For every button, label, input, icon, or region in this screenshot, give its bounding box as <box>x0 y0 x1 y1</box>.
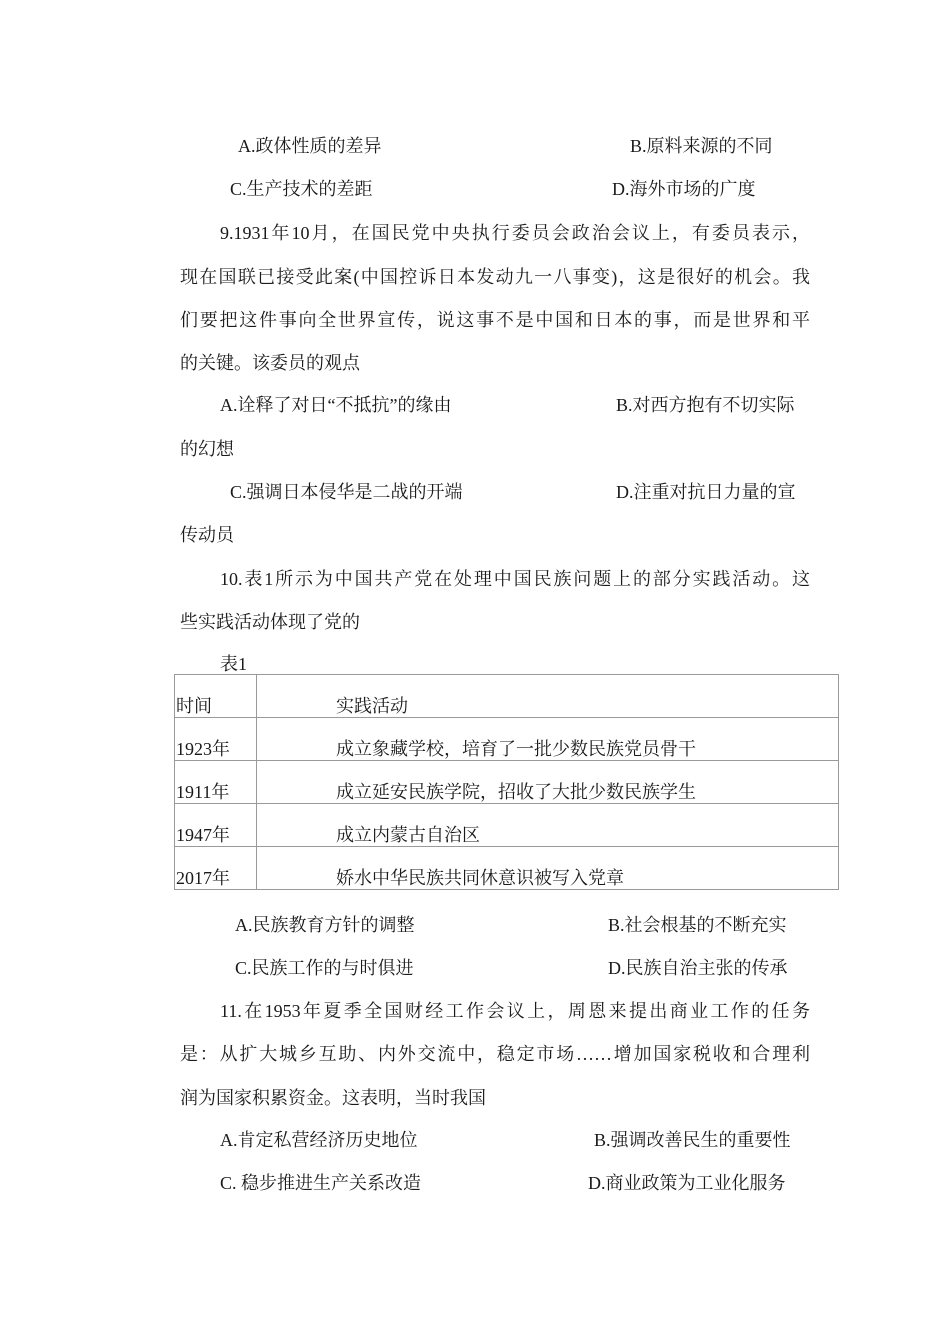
table-cell-year: 1947年 <box>175 804 257 847</box>
q9-stem-line-1: 9.1931年10月，在国民党中央执行委员会政治会议上，有委员表示， <box>220 223 810 243</box>
table-cell-year: 1911年 <box>175 761 257 804</box>
table-cell-year: 1923年 <box>175 718 257 761</box>
q11-option-d: D.商业政策为工业化服务 <box>588 1173 786 1193</box>
q11-stem-line-1: 11.在1953年夏季全国财经工作会议上，周恩来提出商业工作的任务 <box>220 1001 810 1021</box>
table-cell-activity: 娇水中华民族共同休意识被写入党章 <box>257 847 839 890</box>
table-row <box>175 761 839 804</box>
q9-stem-line-2: 现在国联已接受此案(中国控诉日本发动九一八事变)，这是很好的机会。我 <box>180 267 810 287</box>
q10-option-d: D.民族自治主张的传承 <box>608 958 788 978</box>
q9-option-a: A.诠释了对日“不抵抗”的缘由 <box>220 395 452 415</box>
table-header-row <box>175 675 839 718</box>
practice-table <box>174 674 839 890</box>
q9-option-b: B.对西方抱有不切实际 <box>616 395 795 415</box>
q10-stem-line-1: 10.表1所示为中国共产党在处理中国民族问题上的部分实践活动。这 <box>220 569 810 589</box>
table-row <box>175 804 839 847</box>
table-row <box>175 718 839 761</box>
table-caption: 表1 <box>220 654 247 674</box>
table-row <box>175 847 839 890</box>
q10-option-b: B.社会根基的不断充实 <box>608 915 787 935</box>
q9-stem-line-3: 们要把这件事向全世界宣传，说这事不是中国和日本的事，而是世界和平 <box>180 310 810 330</box>
q11-option-b: B.强调改善民生的重要性 <box>594 1130 791 1150</box>
q10-option-c: C.民族工作的与时俱进 <box>235 958 414 978</box>
q9-option-c: C.强调日本侵华是二战的开端 <box>230 482 463 502</box>
q9-option-b-continued: 的幻想 <box>180 439 234 459</box>
q11-option-a: A.肯定私营经济历史地位 <box>220 1130 418 1150</box>
table-header-activity: 实践活动 <box>257 675 839 718</box>
table-cell-year: 2017年 <box>175 847 257 890</box>
q9-option-d: D.注重对抗日力量的宣 <box>616 482 796 502</box>
q11-stem-line-3: 润为国家积累资金。这表明，当时我国 <box>180 1088 486 1108</box>
q8-option-c: C.生产技术的差距 <box>230 179 373 199</box>
table-cell-activity: 成立内蒙古自治区 <box>257 804 839 847</box>
q10-stem-line-2: 些实践活动体现了党的 <box>180 612 360 632</box>
q8-option-d: D.海外市场的广度 <box>612 179 756 199</box>
q8-option-a: A.政体性质的差异 <box>238 136 382 156</box>
q10-option-a: A.民族教育方针的调整 <box>235 915 415 935</box>
q8-option-b: B.原料来源的不同 <box>630 136 773 156</box>
table-cell-activity: 成立延安民族学院，招收了大批少数民族学生 <box>257 761 839 804</box>
q9-stem-line-4: 的关键。该委员的观点 <box>180 353 360 373</box>
table-cell-activity: 成立象藏学校，培育了一批少数民族党员骨干 <box>257 718 839 761</box>
q11-stem-line-2: 是：从扩大城乡互助、内外交流中，稳定市场……增加国家税收和合理利 <box>180 1044 810 1064</box>
q11-option-c: C. 稳步推进生产关系改造 <box>220 1173 422 1193</box>
table-header-time: 时间 <box>175 675 257 718</box>
q9-option-d-continued: 传动员 <box>180 525 234 545</box>
